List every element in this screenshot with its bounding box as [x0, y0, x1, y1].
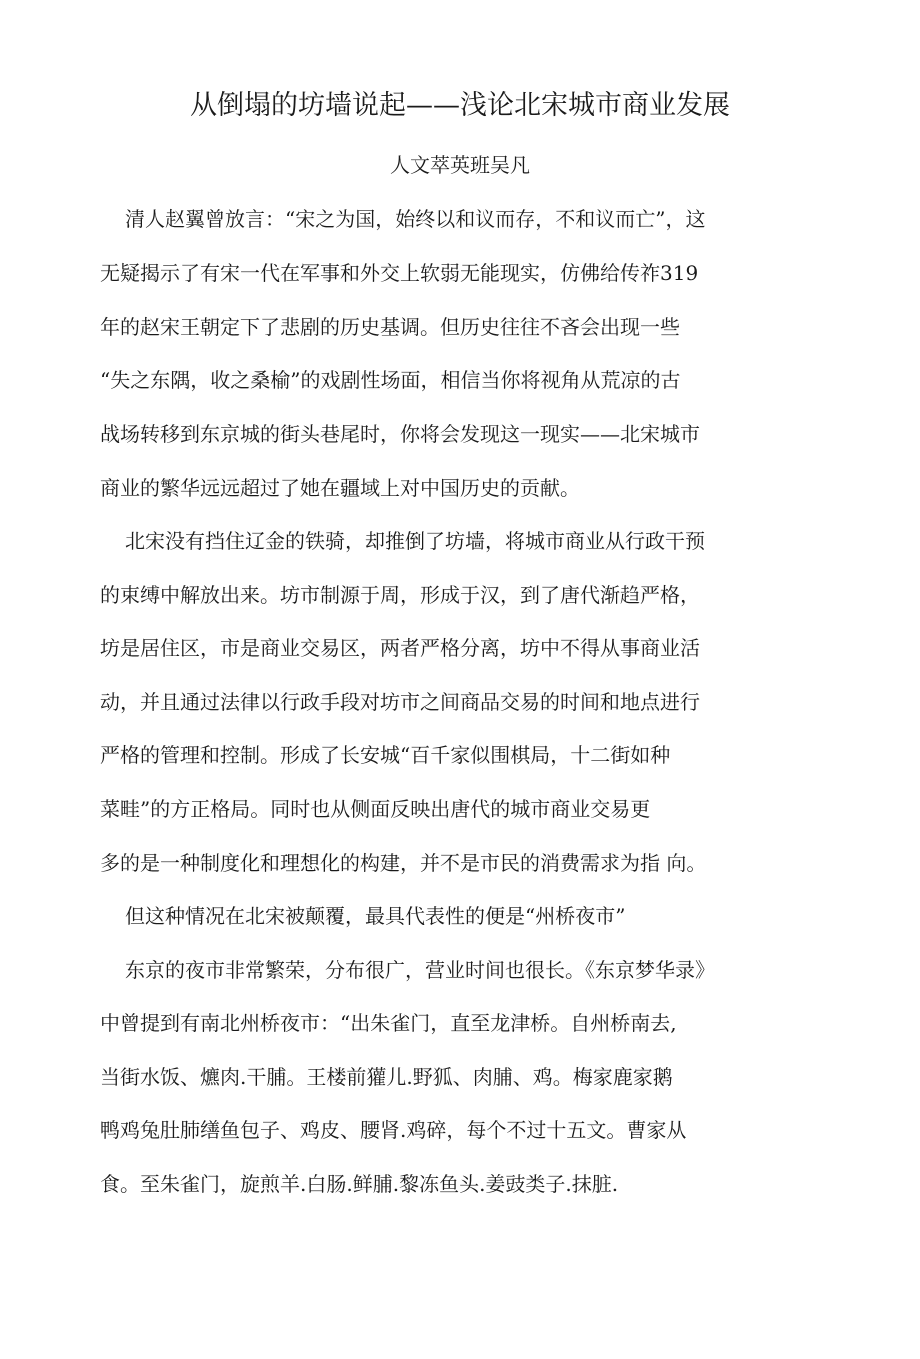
text-line: 菜畦”的方正格局。同时也从侧面反映出唐代的城市商业交易更	[100, 797, 651, 821]
text-line: 但这种情况在北宋被颠覆，最具代表性的便是“州桥夜市”	[125, 904, 626, 928]
text-line: 严格的管理和控制。形成了长安城“百千家似围棋局，十二街如种	[100, 743, 671, 767]
document-title: 从倒塌的坊墙说起——浅论北宋城市商业发展	[190, 90, 730, 121]
text-line: “失之东隅，收之桑榆”的戏剧性场面，相信当你将视角从荒凉的古	[100, 368, 681, 392]
text-line: 年的赵宋王朝定下了悲剧的历史基调。但历史往往不吝会出现一些	[100, 315, 680, 339]
text-line: 北宋没有挡住辽金的铁骑，却推倒了坊墙，将城市商业从行政干预	[125, 529, 705, 553]
text-line: 清人赵翼曾放言：“宋之为国，始终以和议而存，不和议而亡”，这	[125, 207, 706, 231]
text-line: 无疑揭示了有宋一代在军事和外交上软弱无能现实，仿佛给传祚319	[100, 261, 699, 285]
text-line: 动，并且通过法律以行政手段对坊市之间商品交易的时间和地点进行	[100, 690, 700, 714]
text-line: 的束缚中解放出来。坊市制源于周，形成于汉，到了唐代渐趋严格，	[100, 583, 700, 607]
text-line: 鸭鸡兔肚肺缮鱼包子、鸡皮、腰肾.鸡碎，每个不过十五文。曹家从	[100, 1118, 687, 1142]
document-author: 人文萃英班吴凡	[390, 153, 530, 177]
text-line: 东京的夜市非常繁荣，分布很广，营业时间也很长。《东京梦华录》	[125, 958, 715, 982]
text-line: 多的是一种制度化和理想化的构建，并不是市民的消费需求为指 向。	[100, 851, 707, 875]
text-line: 食。至朱雀门，旋煎羊.白肠.鲜脯.黎冻鱼头.姜豉类子.抹脏.	[100, 1172, 619, 1196]
text-line: 战场转移到东京城的街头巷尾时，你将会发现这一现实——北宋城市	[100, 422, 700, 446]
text-line: 中曾提到有南北州桥夜市：“出朱雀门，直至龙津桥。自州桥南去,	[100, 1011, 677, 1035]
text-line: 当街水饭、爊肉.干脯。王楼前獾儿.野狐、肉脯、鸡。梅家鹿家鹅	[100, 1065, 673, 1089]
text-line: 坊是居住区，市是商业交易区，两者严格分离，坊中不得从事商业活	[100, 636, 700, 660]
text-line: 商业的繁华远远超过了她在疆域上对中国历史的贡献。	[100, 476, 580, 500]
